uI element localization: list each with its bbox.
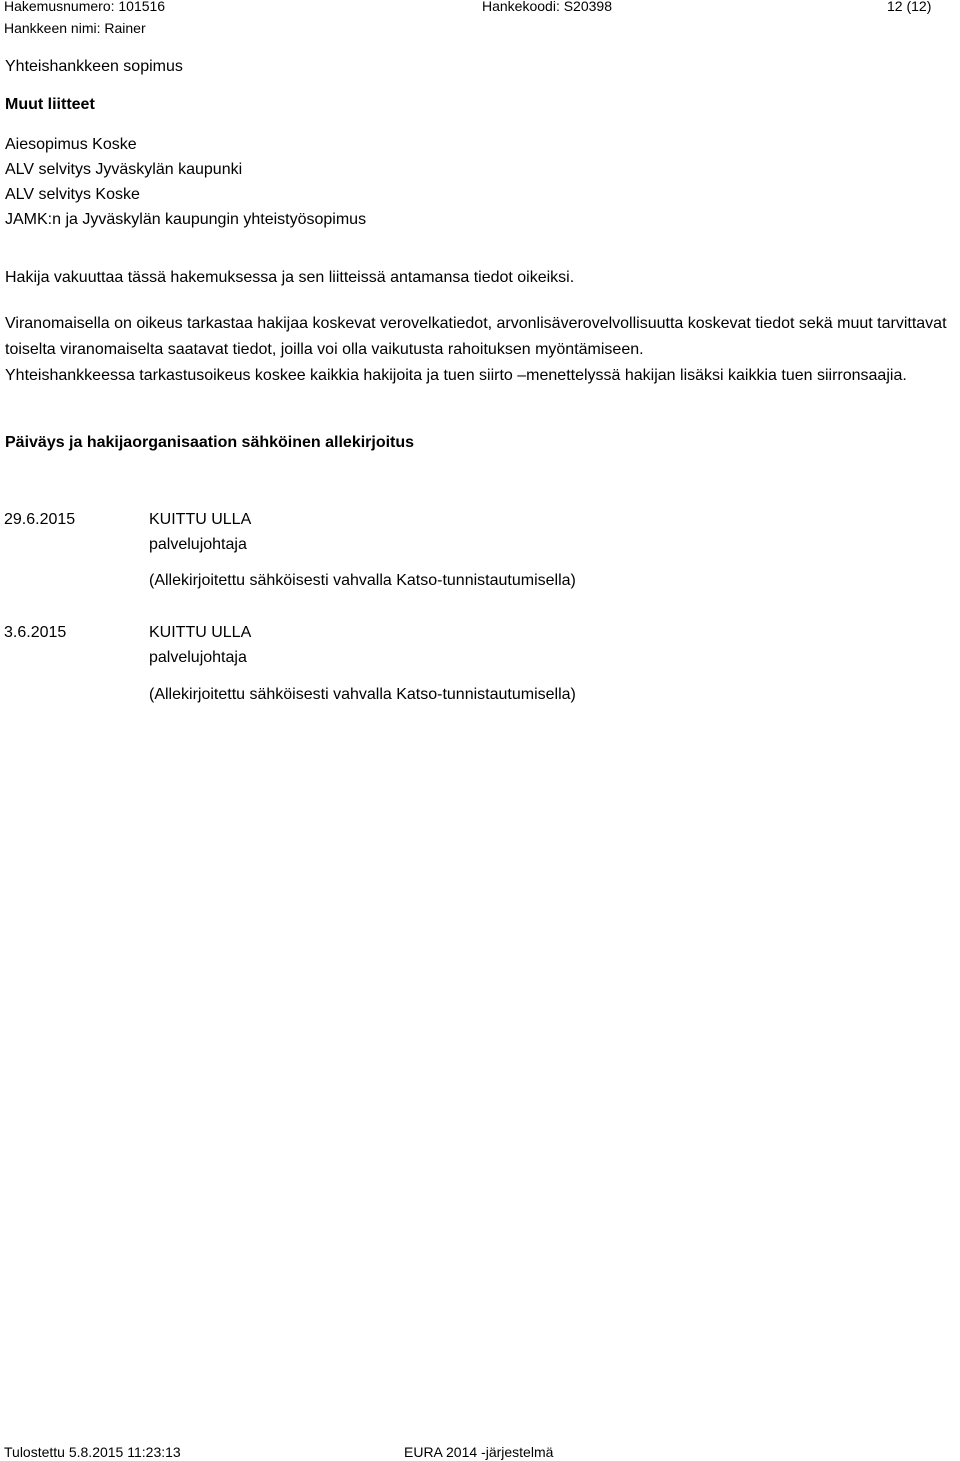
signature-note: (Allekirjoitettu sähköisesti vahvalla Katso-tunnistautumisella) [149, 686, 576, 703]
signature-date: 3.6.2015 [4, 624, 67, 641]
authority-paragraph-text: Viranomaisella on oikeus tarkastaa hakijaa koskevat verovelkatiedot, arvonlisäverovelvollisuutta koskevat tiedot sekä muut tarvittavat toiselta viranomaiselta saatavat tiedot, joilla voi olla vaikutusta rahoituksen myöntämiseen. [5, 315, 947, 358]
joint-agreement-heading: Yhteishankkeen sopimus [5, 58, 183, 75]
signer-title: palvelujohtaja [149, 536, 247, 553]
authority-paragraph [5, 311, 955, 389]
system-name: EURA 2014 -järjestelmä [404, 1444, 554, 1460]
signature-date: 29.6.2015 [4, 511, 76, 528]
print-timestamp: Tulostettu 5.8.2015 11:23:13 [4, 1444, 181, 1460]
signer-title: palvelujohtaja [149, 649, 247, 666]
signer-name: KUITTU ULLA [149, 511, 252, 528]
project-code: Hankekoodi: S20398 [482, 0, 612, 14]
attachment-item: Aiesopimus Koske [5, 136, 137, 153]
project-name: Hankkeen nimi: Rainer [4, 20, 146, 36]
signature-heading: Päiväys ja hakijaorganisaation sähköinen allekirjoitus [5, 434, 415, 451]
attachment-item: JAMK:n ja Jyväskylän kaupungin yhteistyösopimus [5, 211, 367, 228]
application-number: Hakemusnumero: 101516 [4, 0, 166, 14]
other-attachments-heading: Muut liitteet [5, 96, 95, 113]
attachment-item: ALV selvitys Koske [5, 186, 140, 203]
attachment-item: ALV selvitys Jyväskylän kaupunki [5, 161, 243, 178]
signature-note: (Allekirjoitettu sähköisesti vahvalla Katso-tunnistautumisella) [149, 572, 576, 589]
page-number: 12 (12) [887, 0, 932, 14]
assurance-text: Hakija vakuuttaa tässä hakemuksessa ja sen liitteissä antamansa tiedot oikeiksi. [5, 269, 575, 286]
joint-project-paragraph-text: Yhteishankkeessa tarkastusoikeus koskee kaikkia hakijoita ja tuen siirto –menettelyssä hakijan lisäksi kaikkia tuen siirronsaajia. [5, 367, 907, 384]
signer-name: KUITTU ULLA [149, 624, 252, 641]
